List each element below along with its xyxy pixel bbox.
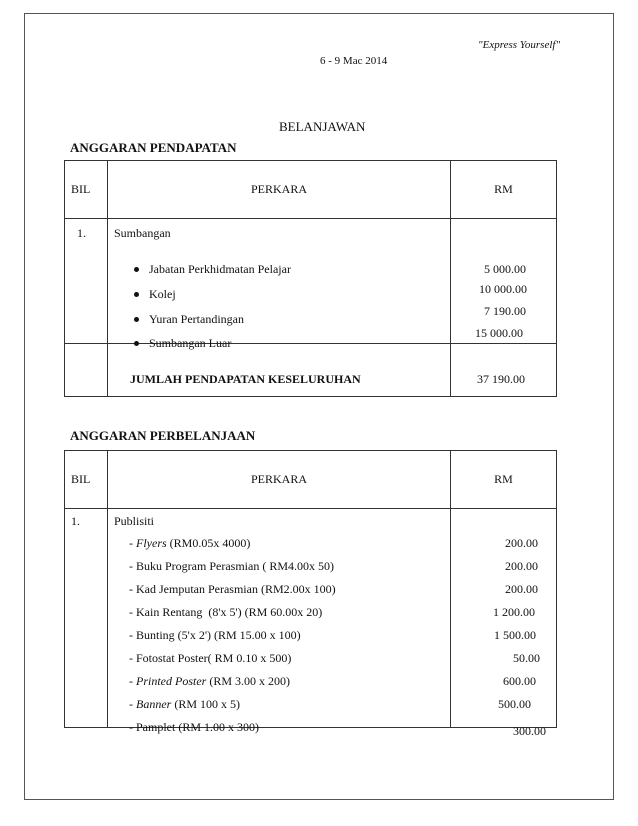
expense-amount: 200.00 (505, 536, 538, 550)
income-row-bil-value: 1. (77, 226, 86, 240)
income-header-row (65, 161, 557, 219)
income-table (64, 160, 557, 397)
income-col-rm: RM (451, 161, 557, 219)
expense-item-italic: Flyers (136, 536, 167, 550)
expense-col-bil (65, 451, 108, 509)
expense-amount: 300.00 (513, 724, 546, 738)
income-item-label: Jabatan Perkhidmatan Pelajar (149, 262, 291, 276)
expense-item-label (129, 628, 301, 643)
expense-col-perkara: PERKARA (108, 451, 451, 509)
income-heading: ANGGARAN PENDAPATAN (70, 140, 237, 155)
expense-row-rm (451, 509, 557, 738)
expense-amount: 50.00 (513, 651, 540, 665)
expense-item-dash: - (129, 674, 136, 688)
expense-item-label (129, 674, 290, 689)
income-item-label: Sumbangan Luar (149, 336, 232, 350)
expense-item-dash: - (129, 605, 136, 619)
expense-item-dash: - (129, 536, 136, 550)
expense-item-dash: - (129, 651, 136, 665)
bullet-icon (134, 341, 139, 346)
income-total-amount: 37 190.00 (477, 372, 525, 386)
income-amount: 7 190.00 (484, 304, 526, 318)
income-col-bil (65, 161, 108, 219)
income-item (134, 287, 176, 302)
income-total-amount-cell (451, 344, 557, 397)
expense-col-rm: RM (451, 451, 557, 509)
expense-amount: 1 200.00 (493, 605, 535, 619)
bullet-icon (134, 267, 139, 272)
expense-amount: 1 500.00 (494, 628, 536, 642)
income-col-perkara: PERKARA (108, 161, 451, 219)
expense-item-dash: - (129, 720, 136, 734)
income-total-label: JUMLAH PENDAPATAN KESELURUHAN (130, 372, 361, 386)
income-item-label: Yuran Pertandingan (149, 312, 244, 326)
expense-col-bil-label: BIL (71, 472, 91, 486)
event-dates: 6 - 9 Mac 2014 (320, 55, 388, 67)
expense-amount: 600.00 (503, 674, 536, 688)
expense-item-text: (RM 100 x 5) (171, 697, 240, 711)
expense-item-text: Kad Jemputan Perasmian (RM2.00x 100) (136, 582, 336, 596)
expense-item-label (129, 582, 336, 597)
expense-header-row (65, 451, 557, 509)
expense-item-text: Pamplet (RM 1.00 x 300) (136, 720, 259, 734)
income-row-perkara (108, 219, 451, 350)
expense-item-text: (RM0.05x 4000) (166, 536, 251, 550)
expense-item-dash: - (129, 628, 136, 642)
expense-item-label (129, 536, 250, 551)
expense-item-dash: - (129, 697, 136, 711)
expense-item-text: (RM 3.00 x 200) (206, 674, 290, 688)
income-col-bil-label: BIL (71, 182, 91, 196)
expense-amount: 200.00 (505, 559, 538, 573)
expense-item-label (129, 651, 291, 666)
tagline: "Express Yourself" (478, 39, 561, 51)
expense-heading: ANGGARAN PERBELANJAAN (70, 428, 256, 443)
income-category: Sumbangan (114, 226, 171, 240)
expense-row-perkara (108, 509, 451, 734)
expense-item-label (129, 720, 259, 735)
expense-amount: 500.00 (498, 697, 531, 711)
income-row-rm (451, 219, 557, 344)
income-amount: 15 000.00 (475, 326, 523, 340)
income-total-row (65, 344, 557, 397)
expense-item-text: Buku Program Perasmian ( RM4.00x 50) (136, 559, 334, 573)
expense-item-italic: Banner (136, 697, 172, 711)
expense-item-dash: - (129, 559, 136, 573)
income-item-label: Kolej (149, 287, 176, 301)
income-row-1 (65, 219, 557, 344)
income-amount: 10 000.00 (479, 282, 527, 296)
expense-category: Publisiti (114, 514, 155, 528)
bullet-icon (134, 317, 139, 322)
expense-item-text: Kain Rentang (8'x 5') (RM 60.00x 20) (136, 605, 323, 619)
income-row-bil (65, 219, 108, 344)
expense-row-bil-value: 1. (71, 514, 80, 528)
expense-row-bil (65, 509, 108, 728)
expense-item-text: Bunting (5'x 2') (RM 15.00 x 100) (136, 628, 301, 642)
expense-item-italic: Printed Poster (136, 674, 207, 688)
income-total-bil (65, 344, 108, 397)
expense-item-label (129, 605, 322, 620)
expense-item-label (129, 697, 240, 712)
income-item (134, 312, 244, 327)
income-item (134, 336, 231, 351)
expense-item-text: Fotostat Poster( RM 0.10 x 500) (136, 651, 292, 665)
document-title: BELANJAWAN (279, 119, 366, 134)
income-item (134, 262, 291, 277)
expense-row-1 (65, 509, 557, 728)
expense-item-label (129, 559, 334, 574)
income-amount: 5 000.00 (484, 262, 526, 276)
income-total-label-cell (108, 344, 451, 397)
expense-table (64, 450, 557, 738)
bullet-icon (134, 292, 139, 297)
expense-amount: 200.00 (505, 582, 538, 596)
expense-item-dash: - (129, 582, 136, 596)
